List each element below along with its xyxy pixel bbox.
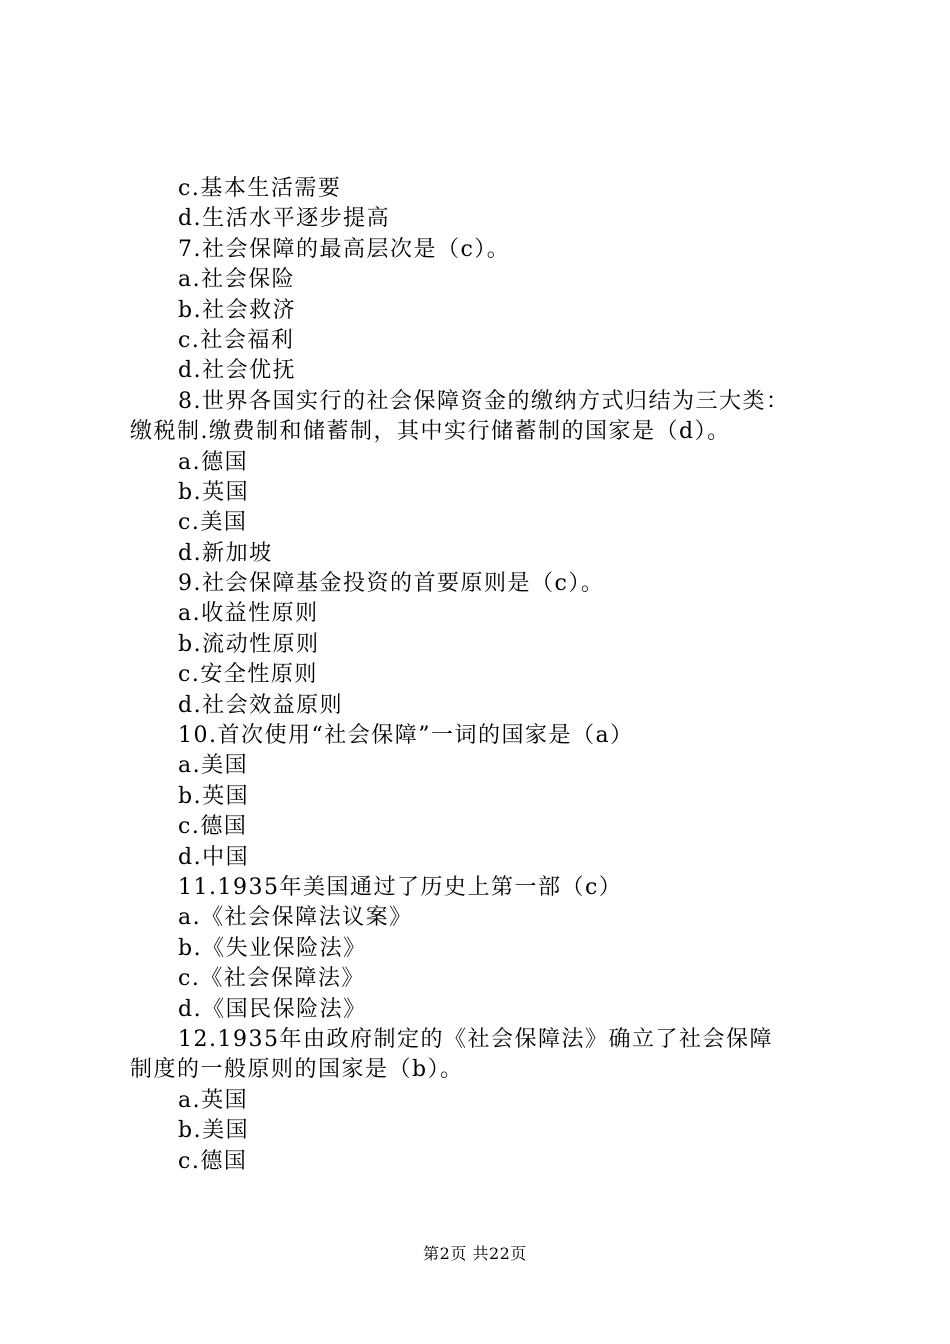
question-line: 10.首次使用“社会保障”一词的国家是（a） (178, 723, 634, 749)
page-number-footer: 第2页 共22页 (423, 1244, 527, 1263)
option-line: d.《国民保险法》 (178, 996, 367, 1022)
option-line: a.《社会保障法议案》 (178, 905, 413, 931)
option-line: a.社会保险 (178, 267, 296, 293)
option-line: a.英国 (178, 1087, 249, 1113)
option-line: a.收益性原则 (178, 601, 319, 627)
option-line: d.社会优抚 (178, 358, 297, 384)
option-line: d.新加坡 (178, 540, 273, 566)
option-line: b.社会救济 (178, 297, 297, 323)
question-line: 9.社会保障基金投资的首要原则是（c）。 (178, 571, 605, 597)
text-line: d.生活水平逐步提高 (178, 206, 391, 232)
option-line: c.德国 (178, 1148, 248, 1174)
question-line-continued: 制度的一般原则的国家是（b）。 (130, 1057, 464, 1083)
option-line: c.《社会保障法》 (178, 966, 365, 992)
question-line: 7.社会保障的最高层次是（c）。 (178, 236, 511, 262)
question-line: 8.世界各国实行的社会保障资金的缴纳方式归结为三大类： (178, 388, 790, 414)
question-line: 12.1935年由政府制定的《社会保障法》确立了社会保障 (178, 1026, 773, 1052)
option-line: c.美国 (178, 510, 248, 536)
option-line: b.英国 (178, 783, 250, 809)
page-body (130, 174, 840, 1177)
question-line-continued: 缴税制.缴费制和储蓄制，其中实行储蓄制的国家是（d）。 (130, 419, 731, 445)
option-line: c.社会福利 (178, 327, 295, 353)
option-line: c.德国 (178, 814, 248, 840)
option-line: a.美国 (178, 753, 249, 779)
option-line: a.德国 (178, 449, 249, 475)
option-line: b.美国 (178, 1118, 250, 1144)
option-line: d.社会效益原则 (178, 692, 344, 718)
option-line: b.英国 (178, 479, 250, 505)
option-line: b.《失业保险法》 (178, 935, 367, 961)
question-line: 11.1935年美国通过了历史上第一部（c） (178, 874, 623, 900)
option-line: c.安全性原则 (178, 662, 318, 688)
option-line: d.中国 (178, 844, 250, 870)
option-line: b.流动性原则 (178, 631, 320, 657)
text-line: c.基本生活需要 (178, 176, 342, 201)
